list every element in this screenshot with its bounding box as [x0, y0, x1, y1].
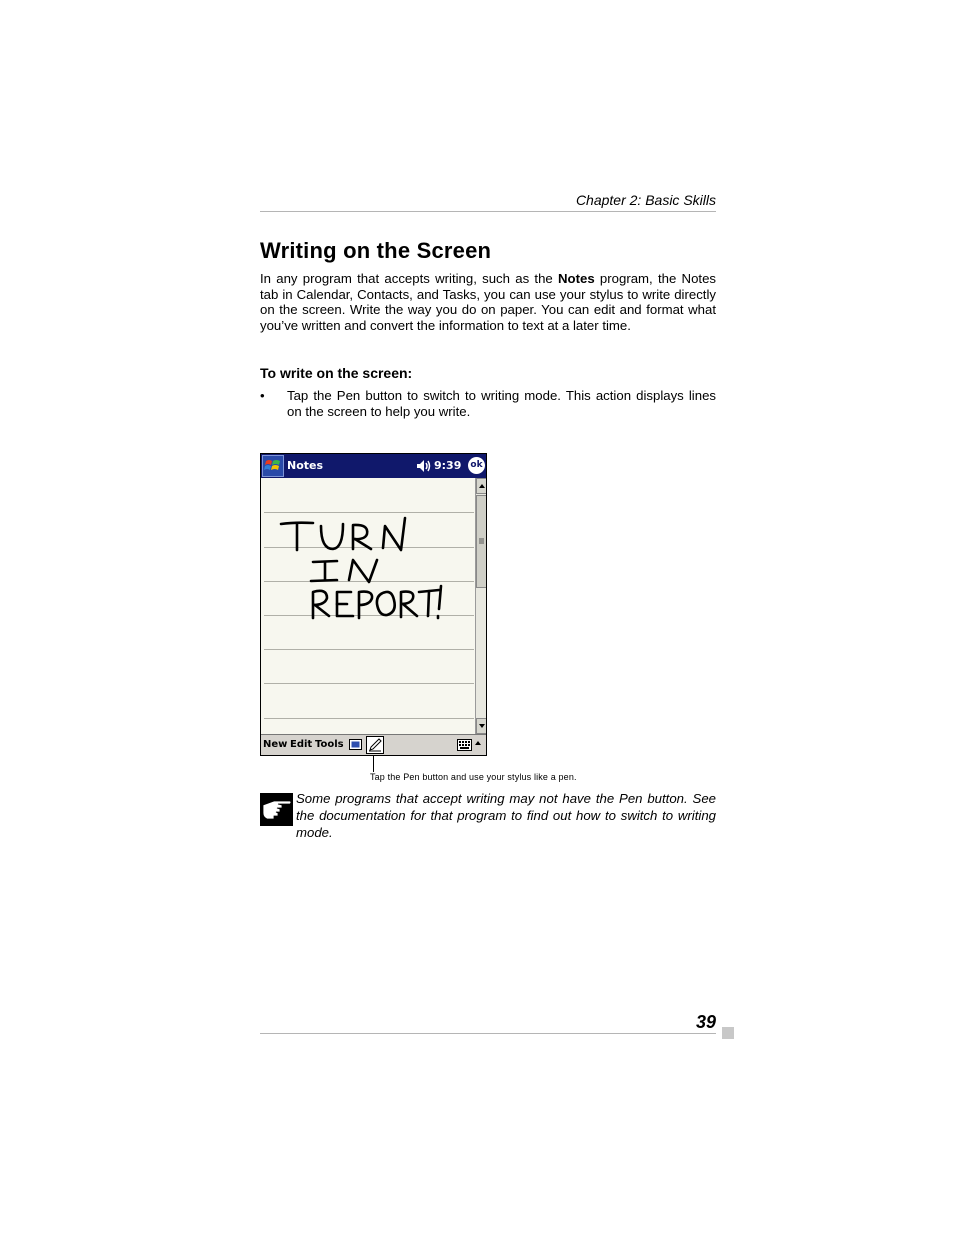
windows-start-icon[interactable] [262, 455, 284, 477]
callout-line [373, 755, 374, 772]
pocket-pc-screenshot [260, 453, 487, 756]
ok-button[interactable]: ok [468, 457, 485, 474]
handwriting-ink [261, 478, 475, 734]
footer-divider [260, 1033, 716, 1034]
app-title: Notes [287, 459, 324, 472]
figure-caption: Tap the Pen button and use your stylus like a pen. [370, 772, 577, 782]
scroll-down-arrow-icon[interactable] [476, 718, 487, 734]
menu-tools[interactable]: Tools [315, 739, 344, 750]
scroll-up-arrow-icon[interactable] [476, 478, 487, 494]
pointing-hand-icon [260, 793, 293, 826]
title-bar [261, 454, 486, 478]
clock[interactable]: 9:39 [434, 459, 462, 472]
procedure-step-text: Tap the Pen button to switch to writing mode. This action displays lines on the screen to help you write. [287, 388, 716, 419]
bullet-marker: • [260, 388, 265, 403]
procedure-heading: To write on the screen: [260, 365, 413, 381]
section-title: Writing on the Screen [260, 238, 492, 263]
intro-paragraph [260, 271, 716, 334]
record-icon[interactable] [349, 739, 362, 750]
speaker-icon[interactable] [416, 458, 432, 474]
chapter-header: Chapter 2: Basic Skills [575, 192, 716, 208]
menu-new[interactable]: New [263, 739, 288, 750]
header-divider [260, 211, 716, 212]
vertical-scrollbar[interactable] [475, 478, 487, 734]
intro-text-end: program, the Notes tab in Calendar, Contacts, and Tasks, you can use your stylus to write directly on the screen. Write the way you do on paper. You can edit and format what you’ve written and convert the information to text at a later time. [260, 271, 716, 334]
intro-text-start: In any program that accepts writing, such as the [260, 271, 559, 286]
keyboard-icon[interactable] [457, 739, 472, 751]
note-text: Some programs that accept writing may not have the Pen button. See the documentation for that program to find out how to switch to writing mode. [296, 791, 716, 840]
page-number: 39 [695, 1012, 716, 1032]
pen-button[interactable] [366, 736, 384, 754]
menu-bar [261, 734, 486, 755]
pen-icon [367, 737, 383, 753]
footer-marker [722, 1027, 734, 1039]
scroll-thumb[interactable] [476, 495, 487, 588]
menu-edit[interactable]: Edit [290, 739, 313, 750]
input-panel-arrow-icon[interactable] [475, 741, 481, 745]
writing-area[interactable] [261, 478, 475, 734]
notes-program-name: Notes [558, 271, 595, 286]
